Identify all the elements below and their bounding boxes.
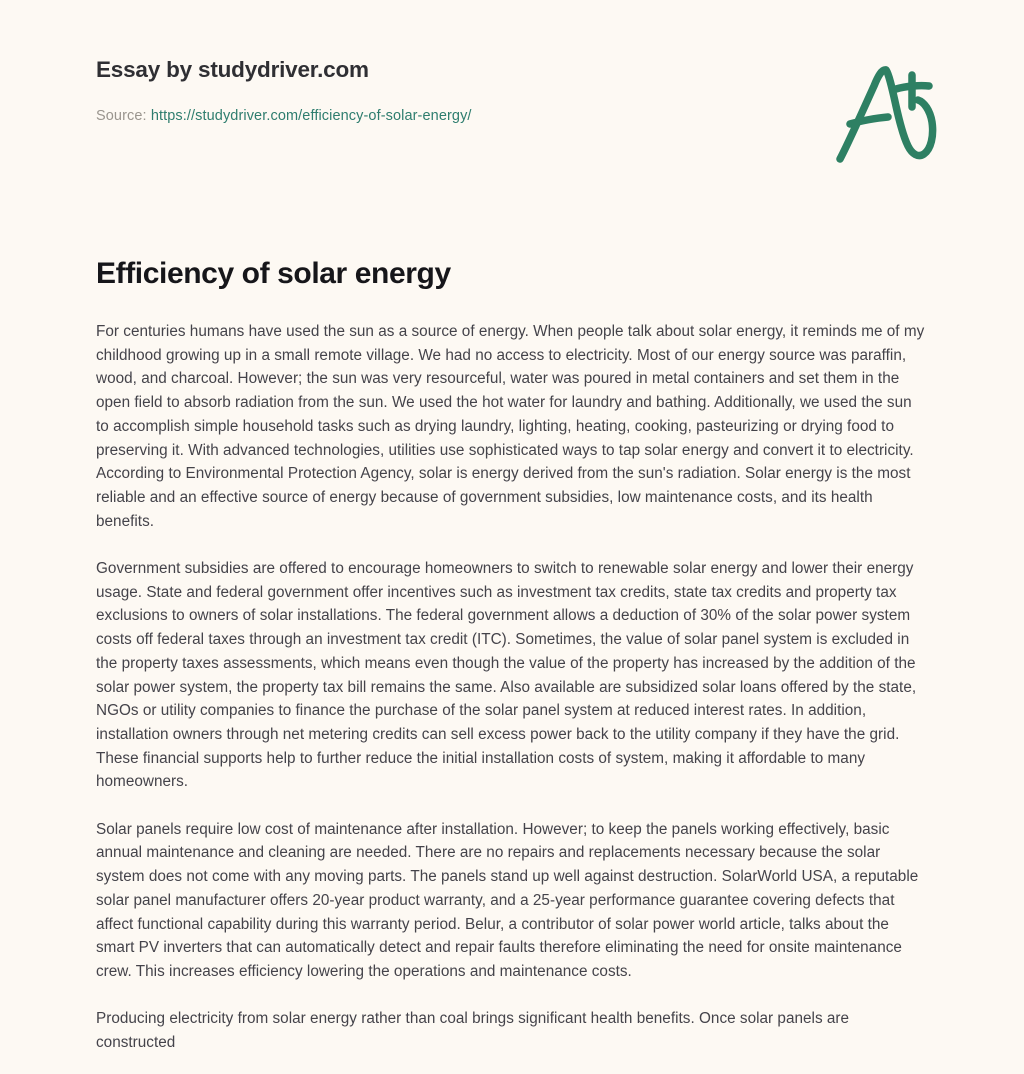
source-label: Source: (96, 108, 147, 124)
a-plus-logo (826, 58, 946, 168)
paragraph: For centuries humans have used the sun as a source of energy. When people talk about solar energy, it reminds me of my childhood growing up in a small remote village. We had no access to electricity. Most of our energy source was paraffin, wood, and charcoal. However; the sun was very resourceful, water was poured in metal containers and set them in the open field to absorb radiation from the sun. We used the hot water for laundry and bathing. Additionally, we used the sun to accomplish simple household tasks such as drying laundry, lighting, heating, cooking, pasteurizing or drying food to preserving it. With advanced technologies, utilities use sophisticated ways to tap solar energy and convert it to electricity. According to Environmental Protection Agency, solar is energy derived from the sun's radiation. Solar energy is the most reliable and an effective source of energy because of government subsidies, low maintenance costs, and its health benefits. (96, 323, 925, 530)
paragraph: Solar panels require low cost of maintenance after installation. However; to keep the panels working effectively, basic annual maintenance and cleaning are needed. There are no repairs and replacements necessary because the solar system does not come with any moving parts. The panels stand up well against destruction. SolarWorld USA, a reputable solar panel manufacturer offers 20-year product warranty, and a 25-year performance guarantee covering defects that affect functional capability during this warranty period. Belur, a contributor of solar power world article, talks about the smart PV inverters that can automatically detect and repair faults therefore eliminating the need for onsite maintenance crew. This increases efficiency lowering the operations and maintenance costs. (96, 820, 919, 980)
paragraph: Producing electricity from solar energy rather than coal brings significant health benefits. Once solar panels are constructed (96, 1010, 850, 1052)
paragraph: Government subsidies are offered to encourage homeowners to switch to renewable solar energy and lower their energy usage. State and federal government offer incentives such as investment tax credits, state tax credits and property tax exclusions to owners of solar installations. The federal government allows a deduction of 30% of the solar power system costs off federal taxes through an investment tax credit (ITC). Sometimes, the value of solar panel system is excluded in the property taxes assessments, which means even though the value of the property has increased by the addition of the solar power system, the property tax bill remains the same. Also available are subsidized solar loans offered by the state, NGOs or utility companies to finance the purchase of the solar panel system at reduced interest rates. In addition, installation owners through net metering credits can sell excess power back to the utility company if they have the grid. These financial supports help to further reduce the initial installation costs of system, making it affordable to many homeowners. (96, 560, 917, 791)
essay-body (96, 320, 928, 1055)
source-url-link[interactable]: https://studydriver.com/efficiency-of-solar-energy/ (150, 108, 472, 124)
source-line (96, 107, 928, 126)
document-header (0, 0, 1024, 190)
byline: Essay by studydriver.com (96, 57, 369, 82)
document-content (0, 190, 1024, 1055)
page-title: Efficiency of solar energy (96, 257, 451, 290)
